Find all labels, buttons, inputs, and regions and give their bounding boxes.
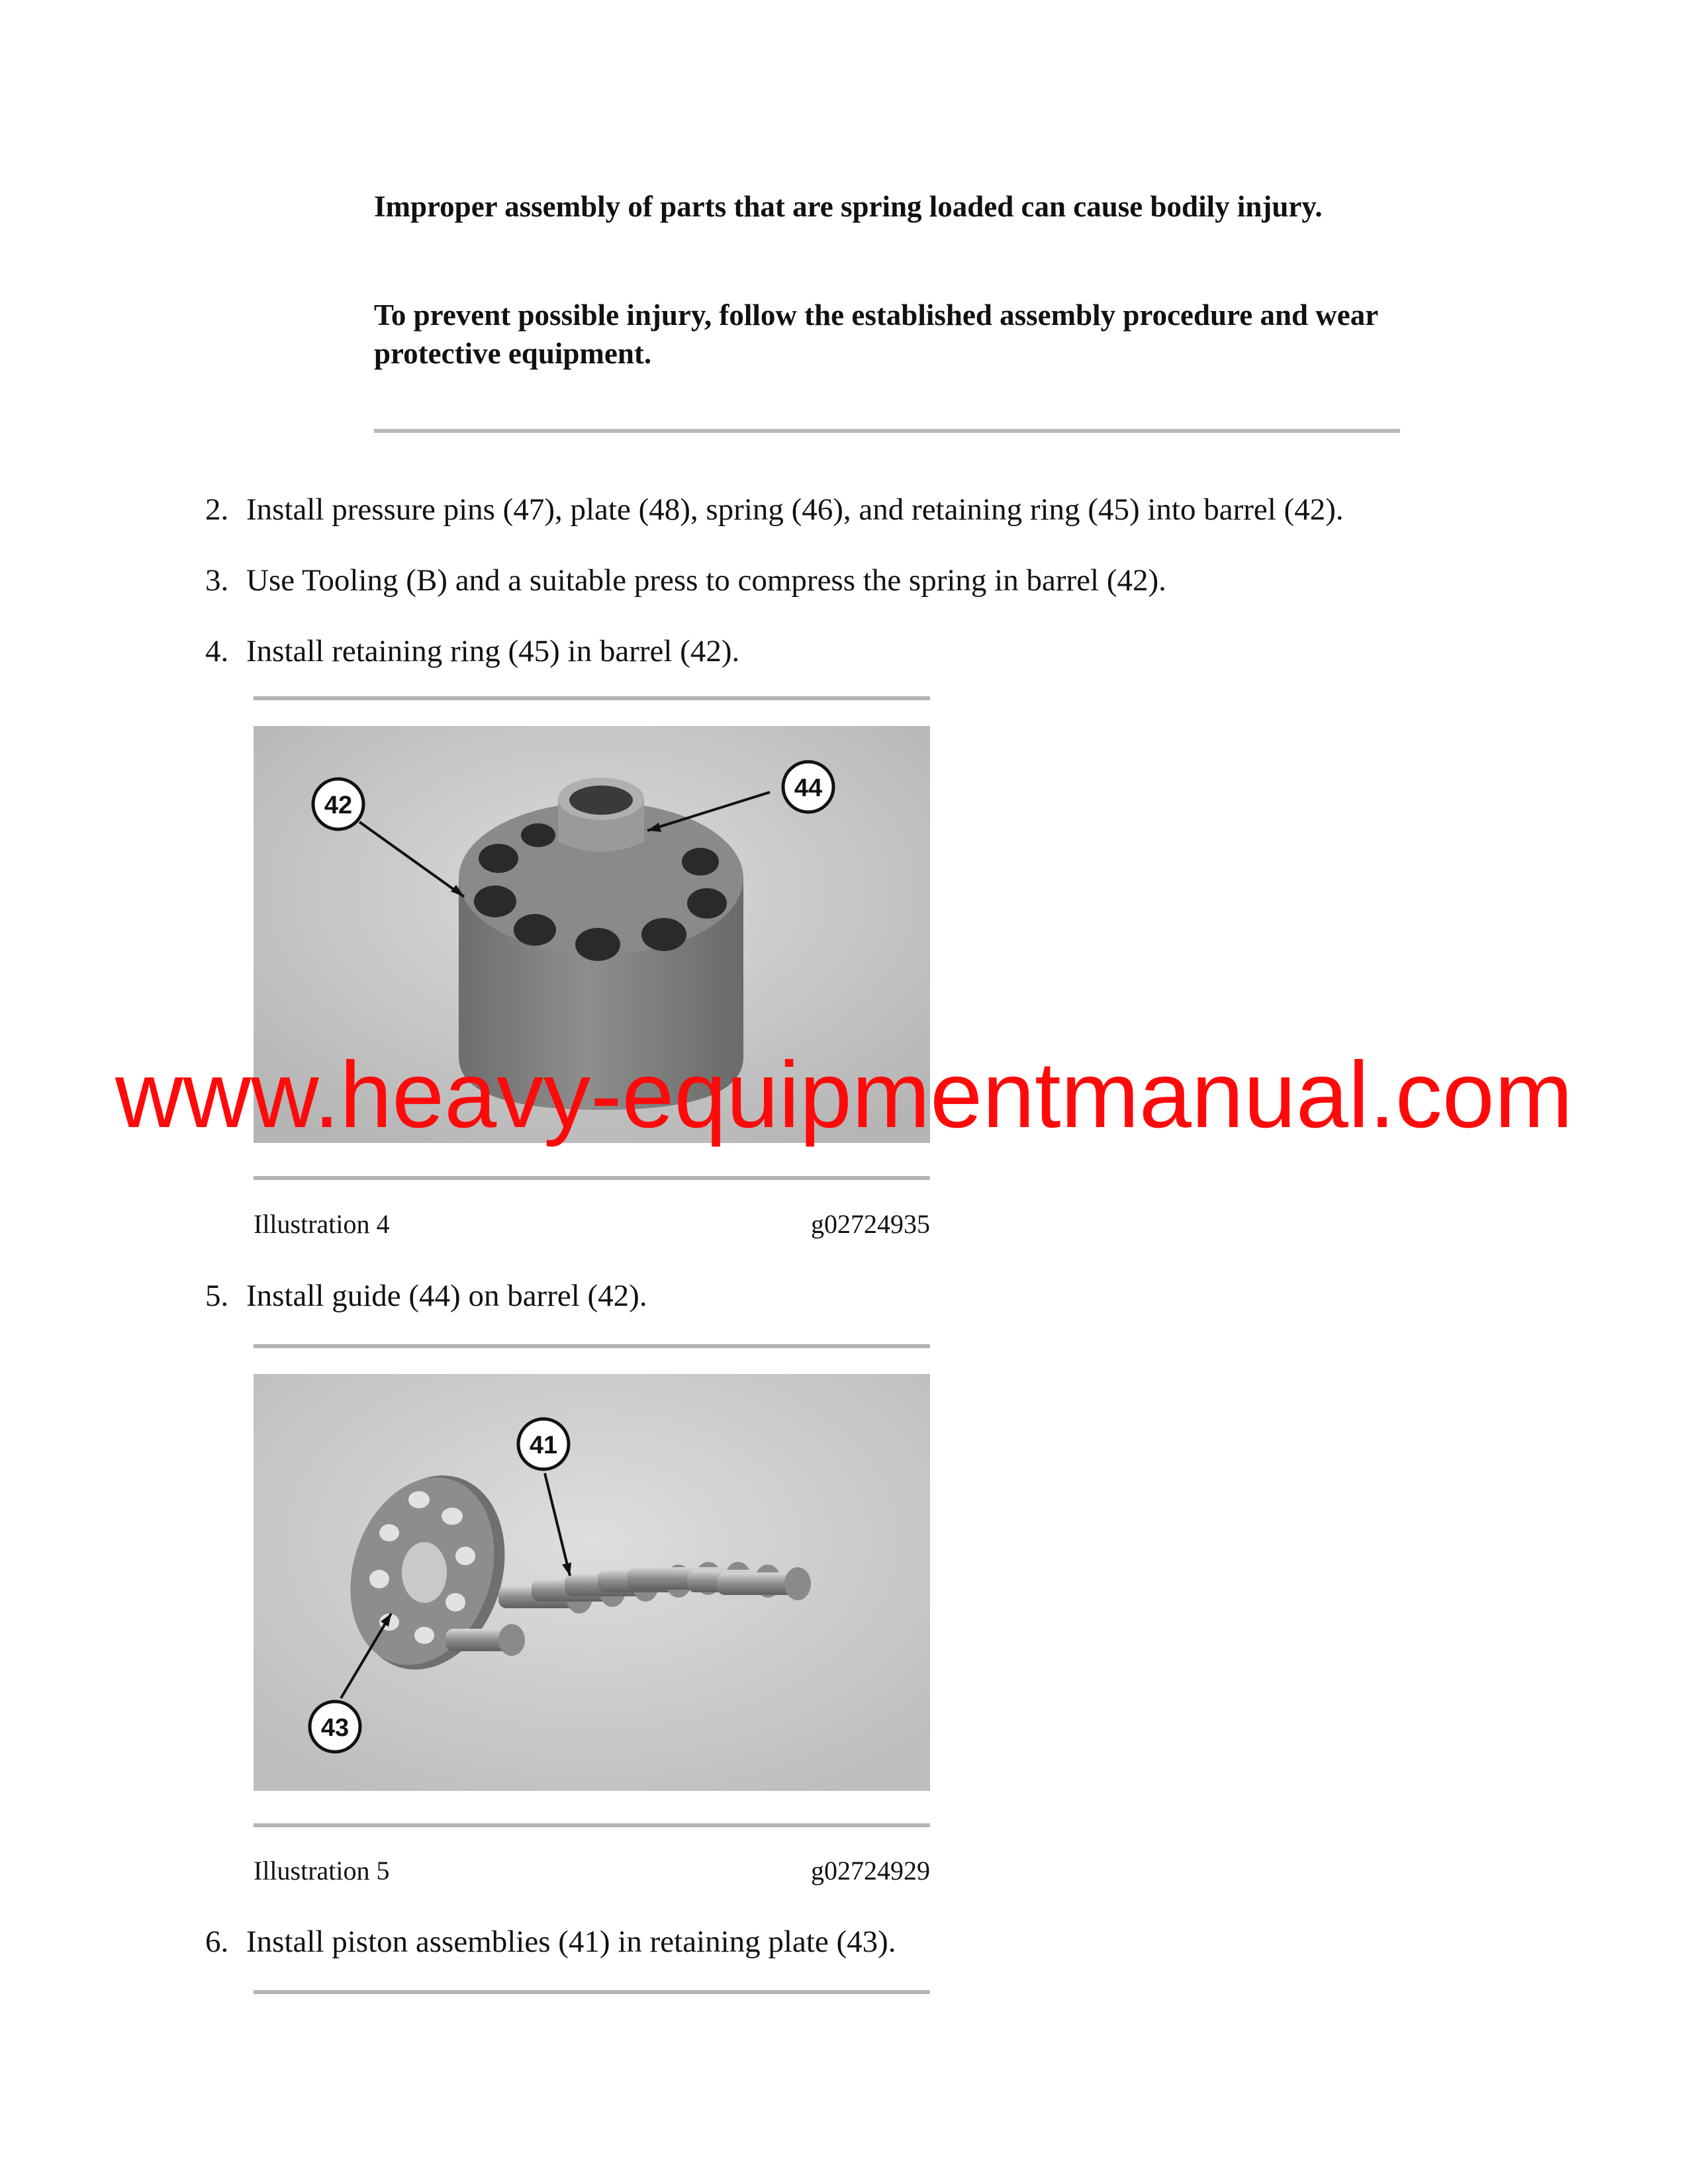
bottom-rule	[254, 1990, 930, 1994]
step-number: 2.	[205, 492, 229, 527]
step-4	[205, 633, 739, 670]
svg-text:41: 41	[529, 1432, 558, 1459]
step-3	[205, 562, 1166, 599]
step-number: 5.	[205, 1279, 229, 1313]
illustration-4-id: g02724935	[811, 1209, 930, 1239]
illustration-5-bottom-rule	[254, 1823, 930, 1827]
illustration-4-bottom-rule	[254, 1176, 930, 1180]
illustration-4-top-rule	[254, 696, 930, 700]
step-number: 6.	[205, 1925, 229, 1959]
piston-plate-photo	[254, 1374, 930, 1791]
illustration-5-photo	[254, 1374, 930, 1791]
watermark-url: www.heavy-equipmentmanual.com	[115, 1042, 1573, 1148]
svg-text:44: 44	[794, 774, 823, 802]
warning-paragraph-2: To prevent possible injury, follow the established assembly procedure and wear protective equipment.	[374, 298, 1378, 370]
step-6	[205, 1923, 896, 1960]
illustration-5-id: g02724929	[811, 1856, 930, 1886]
illustration-5-top-rule	[254, 1344, 930, 1348]
step-text: Install retaining ring (45) in barrel (42).	[246, 634, 740, 668]
step-text: Install guide (44) on barrel (42).	[246, 1279, 647, 1313]
step-text: Install piston assemblies (41) in retaining plate (43).	[246, 1925, 896, 1959]
svg-text:42: 42	[324, 792, 353, 819]
step-number: 3.	[205, 563, 229, 598]
warning-divider	[374, 429, 1400, 433]
piston-near-plate	[445, 1624, 525, 1656]
step-number: 4.	[205, 634, 229, 668]
step-2	[205, 491, 1344, 528]
warning-paragraph-1: Improper assembly of parts that are spring loaded can cause bodily injury.	[374, 190, 1323, 223]
step-text: Install pressure pins (47), plate (48), spring (46), and retaining ring (45) into barrel (42).	[246, 492, 1344, 527]
illustration-4-label: Illustration 4	[254, 1209, 390, 1239]
illustration-5-label: Illustration 5	[254, 1856, 390, 1886]
step-text: Use Tooling (B) and a suitable press to compress the spring in barrel (42).	[246, 563, 1166, 598]
step-5	[205, 1277, 647, 1314]
svg-text:43: 43	[320, 1714, 350, 1742]
